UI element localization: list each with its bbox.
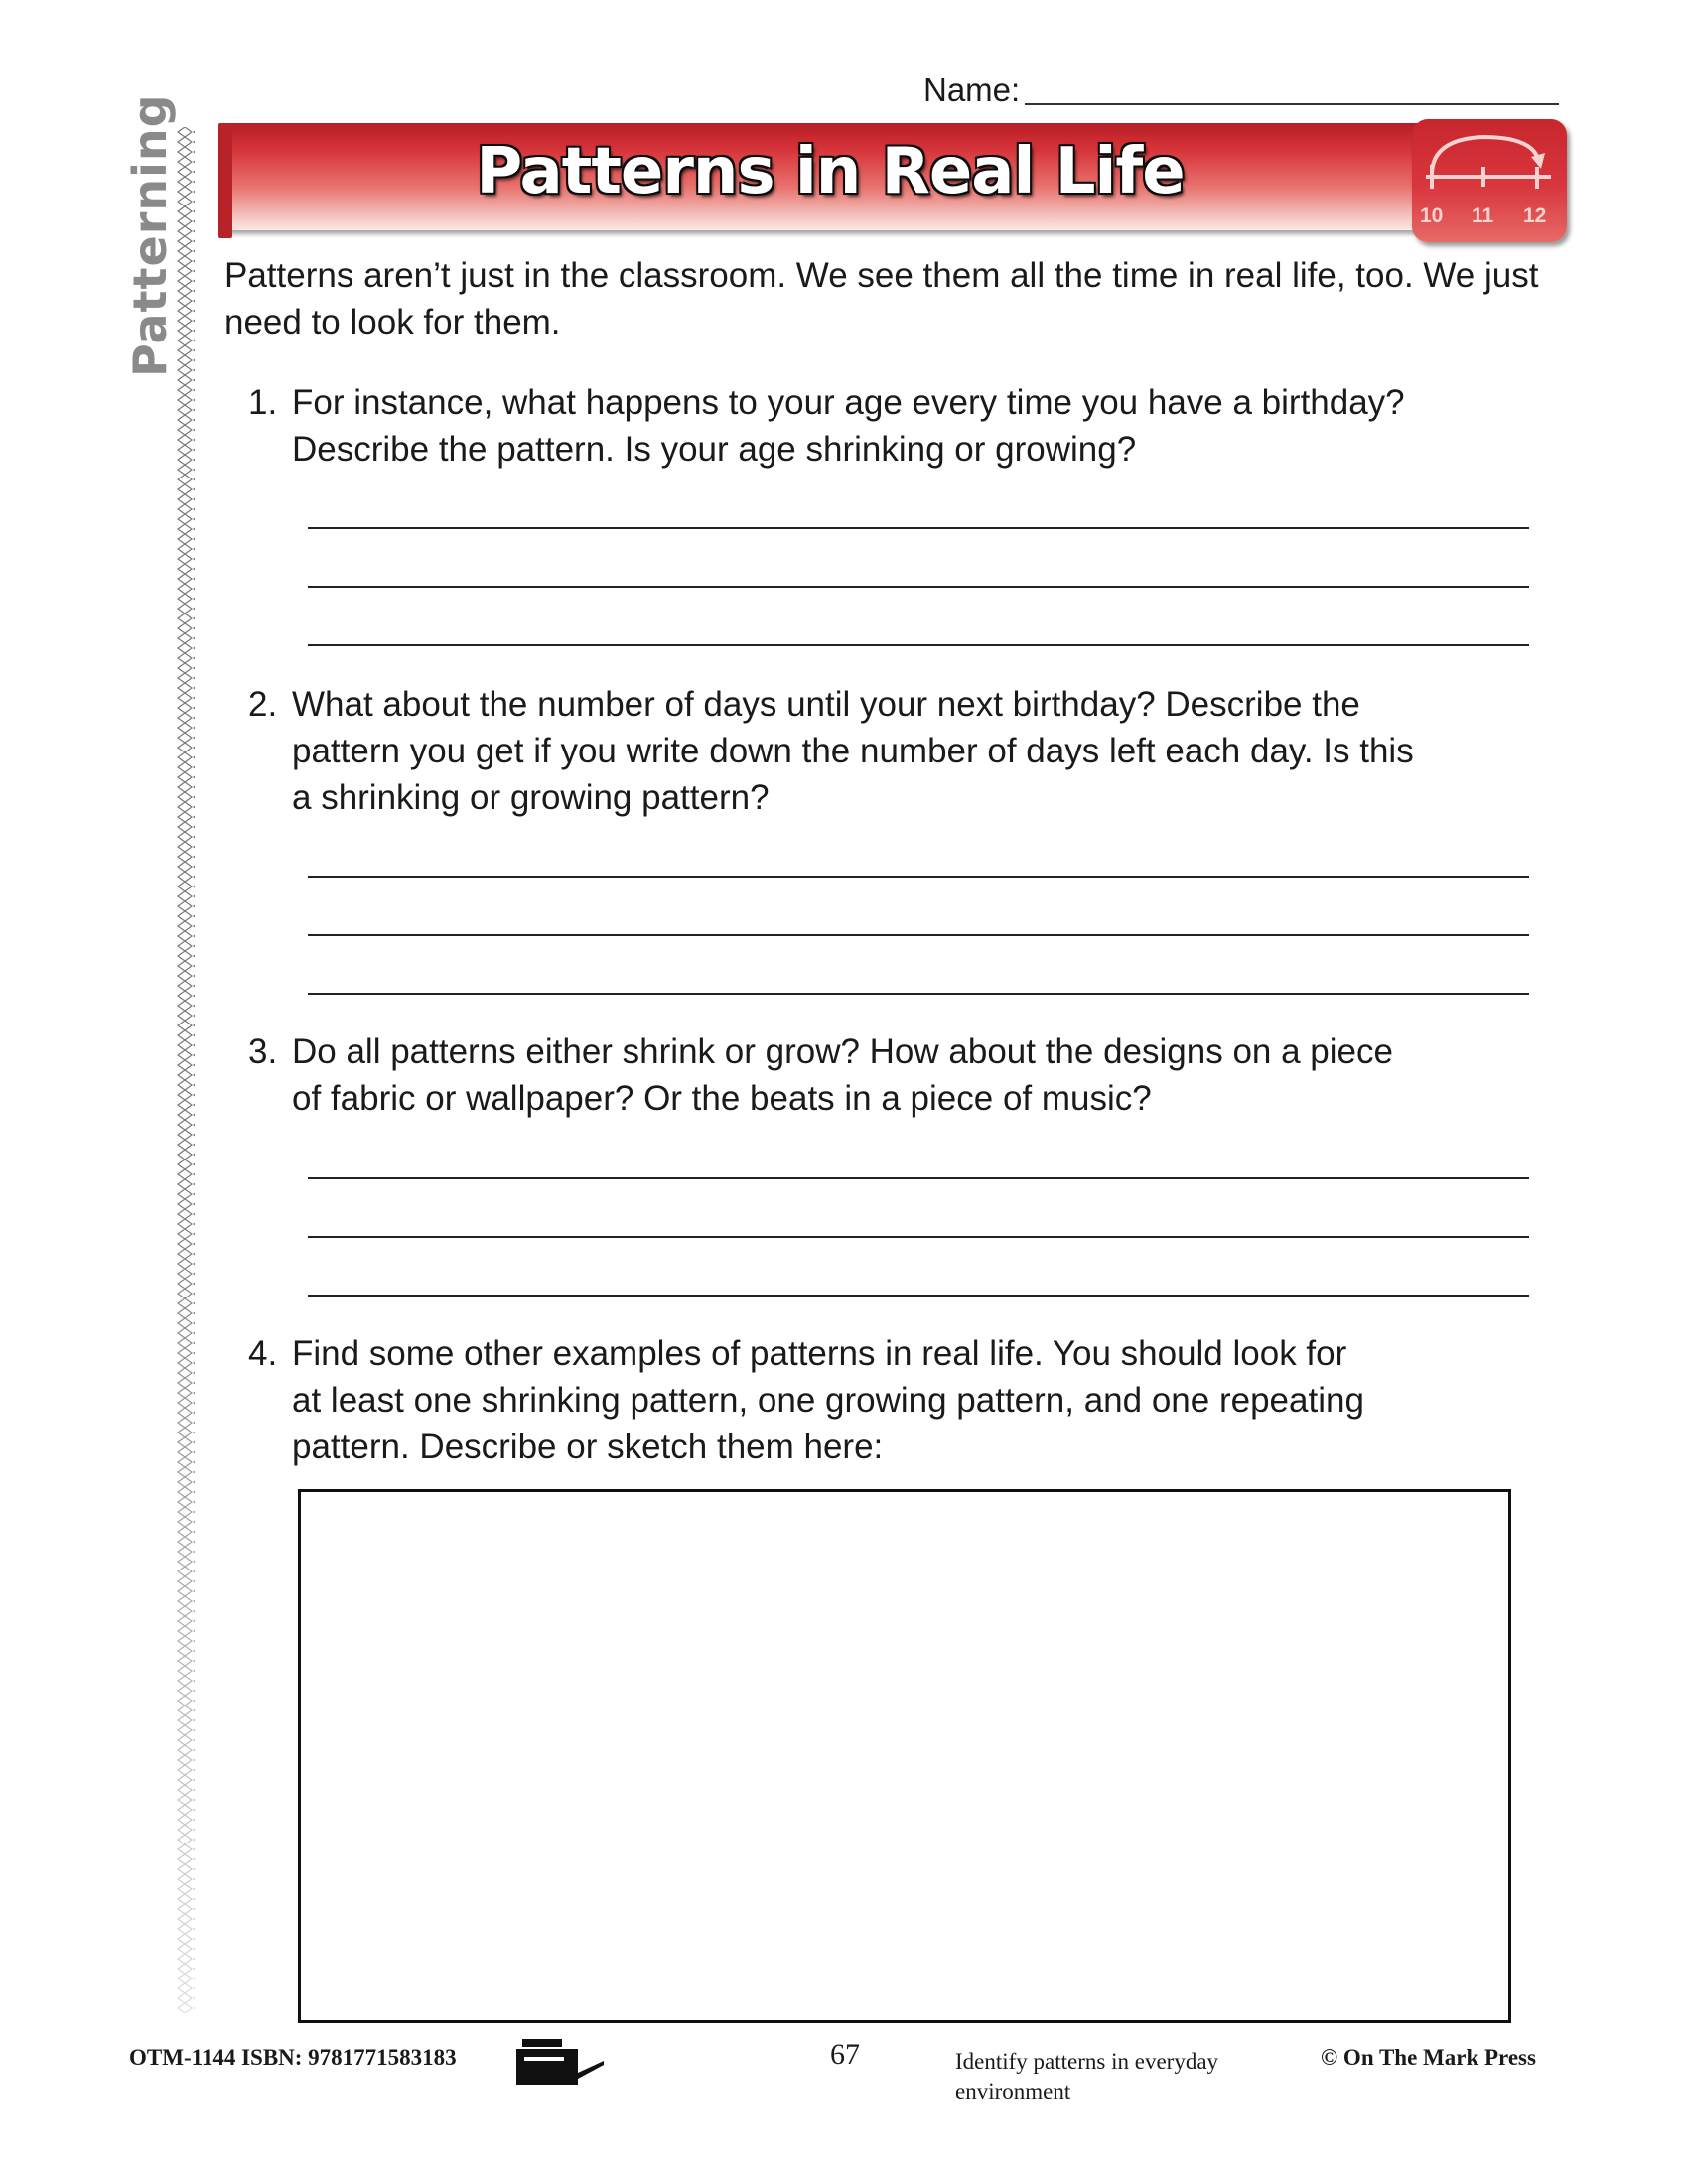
question-2-text <box>292 681 1593 821</box>
copyright: © On The Mark Press <box>1321 2045 1536 2070</box>
question-line: For instance, what happens to your age every time you have a birthday? <box>292 383 1405 422</box>
answer-line[interactable] <box>308 1177 1529 1179</box>
question-1-text <box>292 379 1593 473</box>
answer-line[interactable] <box>308 644 1529 646</box>
question-line: Describe the pattern. Is your age shrinking or growing? <box>292 430 1137 469</box>
number-line-arc-icon <box>1412 119 1567 242</box>
sketch-answer-box[interactable] <box>298 1489 1511 2023</box>
icon-number: 10 <box>1420 205 1444 227</box>
icon-number: 11 <box>1472 205 1494 227</box>
icon-number: 12 <box>1523 205 1547 227</box>
objective-line: environment <box>955 2079 1071 2104</box>
answer-line[interactable] <box>308 1295 1529 1297</box>
reproducible-copier-icon <box>514 2035 606 2089</box>
answer-line[interactable] <box>308 876 1529 878</box>
diamond-chain-border <box>177 127 195 2013</box>
question-line: of fabric or wallpaper? Or the beats in a piece of music? <box>292 1079 1152 1118</box>
question-4-number: 4. <box>248 1334 278 1373</box>
question-line: a shrinking or growing pattern? <box>292 778 770 817</box>
question-line: at least one shrinking pattern, one growing pattern, and one repeating <box>292 1381 1364 1420</box>
page-number: 67 <box>830 2038 860 2071</box>
question-line: pattern. Describe or sketch them here: <box>292 1428 884 1466</box>
question-line: What about the number of days until your next birthday? Describe the <box>292 685 1360 724</box>
learning-objective <box>955 2047 1273 2107</box>
answer-line[interactable] <box>308 1236 1529 1238</box>
answer-line[interactable] <box>308 934 1529 936</box>
question-1-number: 1. <box>248 383 278 422</box>
question-line: pattern you get if you write down the number of days left each day. Is this <box>292 732 1414 770</box>
product-code: OTM-1144 ISBN: 9781771583183 <box>129 2045 457 2070</box>
answer-line[interactable] <box>308 586 1529 588</box>
answer-line[interactable] <box>308 993 1529 995</box>
question-3-text <box>292 1028 1593 1122</box>
question-line: Find some other examples of patterns in real life. You should look for <box>292 1334 1347 1373</box>
intro-paragraph: Patterns aren’t just in the classroom. We see them all the time in real life, too. We just need to look for them. <box>224 256 1539 341</box>
name-label: Name: <box>923 71 1021 108</box>
objective-line: Identify patterns in everyday <box>955 2049 1219 2074</box>
question-line: Do all patterns either shrink or grow? How about the designs on a piece <box>292 1032 1393 1071</box>
side-tab-label: Patterning <box>123 93 177 377</box>
question-3-number: 3. <box>248 1032 278 1071</box>
name-write-line[interactable] <box>1025 103 1559 105</box>
page-title: Patterns in Real Life <box>476 135 1185 208</box>
question-2-number: 2. <box>248 685 278 724</box>
answer-line[interactable] <box>308 527 1529 529</box>
question-4-text <box>292 1330 1593 1470</box>
